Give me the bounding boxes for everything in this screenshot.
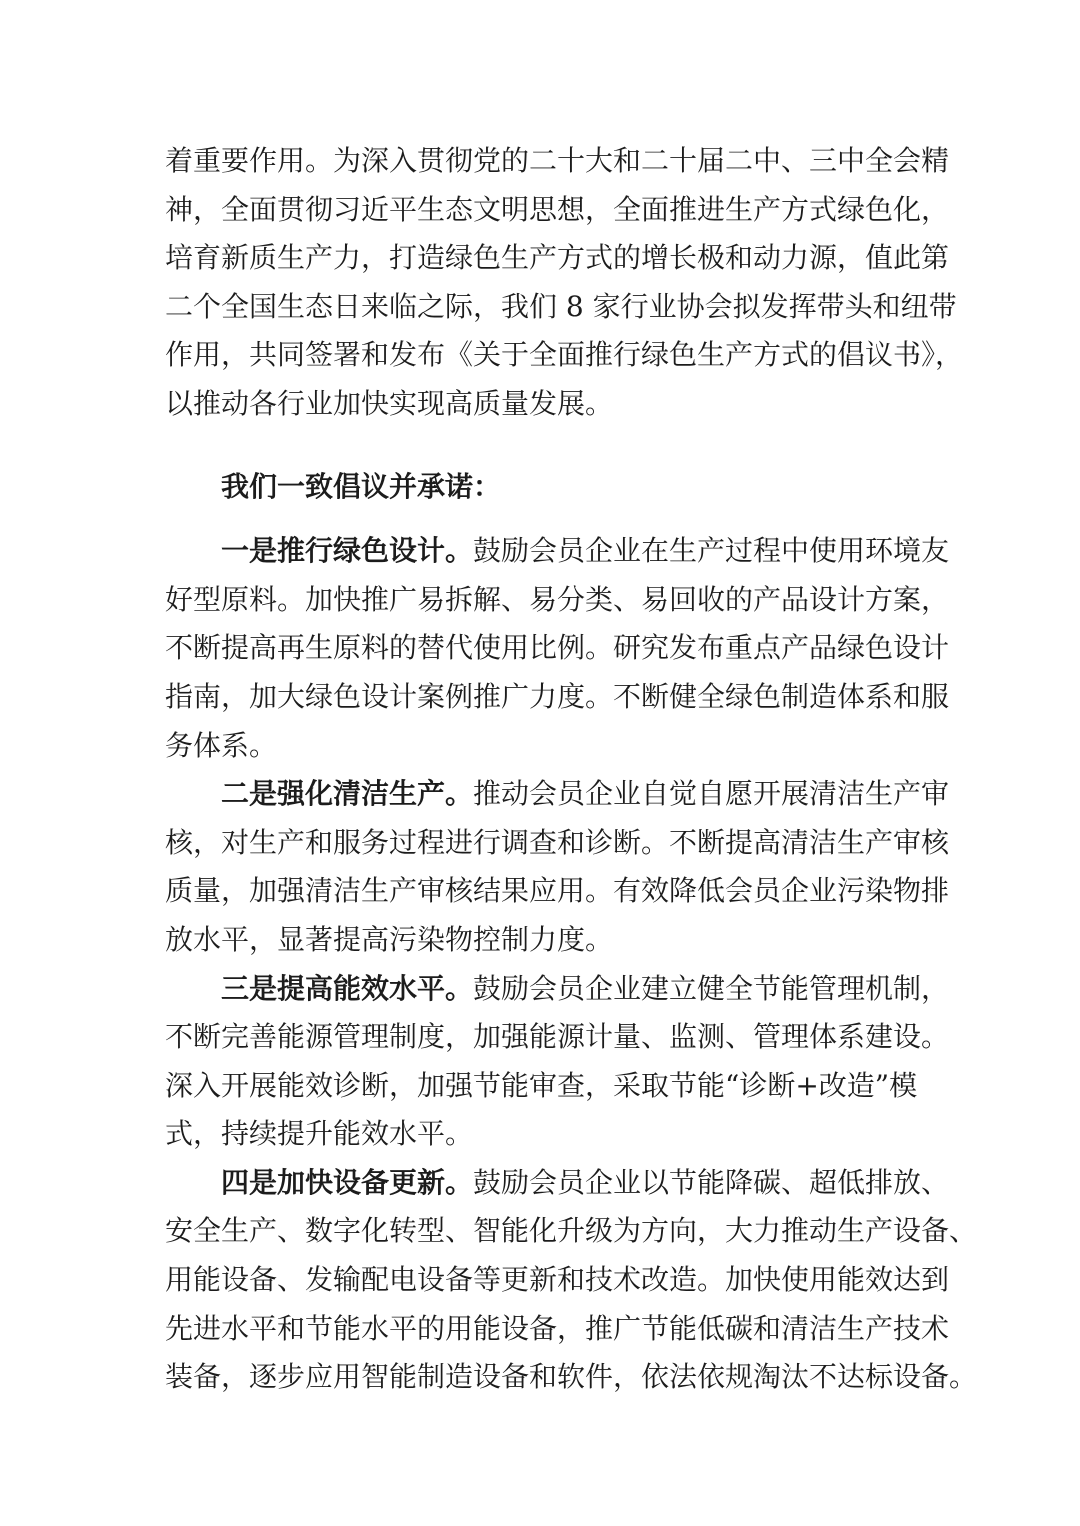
section-lead: 四是加快设备更新。 <box>221 1165 474 1199</box>
text-line: 先进水平和节能水平的用能设备，推广节能低碳和清洁生产技术 <box>165 1311 950 1345</box>
section-lead: 三是提高能效水平。 <box>221 971 474 1005</box>
pledge-heading: 我们一致倡议并承诺： <box>221 469 502 503</box>
text-line: 作用，共同签署和发布《关于全面推行绿色生产方式的倡议书》， <box>165 338 964 372</box>
section-text: 鼓励会员企业在生产过程中使用环境友 <box>473 534 950 568</box>
text-line: 着重要作用。为深入贯彻党的二十大和二十届二中、三中全会精 <box>165 144 950 177</box>
section-text: 鼓励会员企业建立健全节能管理机制， <box>473 971 950 1005</box>
text-line: 质量，加强清洁生产审核结果应用。有效降低会员企业污染物排 <box>165 874 950 908</box>
section-text: 推动会员企业自觉自愿开展清洁生产审 <box>473 777 950 811</box>
text-line: 不断提高再生原料的替代使用比例。研究发布重点产品绿色设计 <box>165 631 950 665</box>
text-line: 指南，加大绿色设计案例推广力度。不断健全绿色制造体系和服 <box>165 679 950 713</box>
section-equipment-renewal <box>165 1159 978 1402</box>
document-body <box>165 137 978 1402</box>
text-line: 安全生产、数字化转型、智能化升级为方向，大力推动生产设备、 <box>165 1214 978 1248</box>
intro-paragraph <box>165 137 964 429</box>
text-line: 放水平，显著提高污染物控制力度。 <box>165 922 614 956</box>
text-line: 二个全国生态日来临之际，我们 8 家行业协会拟发挥带头和纽带 <box>165 289 957 323</box>
text-line: 神，全面贯彻习近平生态文明思想，全面推进生产方式绿色化， <box>165 192 950 226</box>
section-clean-production <box>165 770 950 964</box>
text-line: 核，对生产和服务过程进行调查和诊断。不断提高清洁生产审核 <box>165 825 950 859</box>
text-line: 培育新质生产力，打造绿色生产方式的增长极和动力源，值此第 <box>165 241 950 275</box>
text-line: 装备，逐步应用智能制造设备和软件，依法依规淘汰不达标设备。 <box>165 1360 978 1394</box>
section-lead: 一是推行绿色设计。 <box>221 534 474 568</box>
section-green-design <box>165 527 950 770</box>
text-line: 好型原料。加快推广易拆解、易分类、易回收的产品设计方案， <box>165 582 950 616</box>
text-line: 式，持续提升能效水平。 <box>165 1117 474 1151</box>
text-line: 深入开展能效诊断，加强节能审查，采取节能“诊断+改造”模 <box>165 1068 918 1102</box>
section-text: 鼓励会员企业以节能降碳、超低排放、 <box>473 1165 950 1199</box>
text-line: 以推动各行业加快实现高质量发展。 <box>165 386 614 420</box>
text-line: 务体系。 <box>165 728 278 762</box>
text-line: 不断完善能源管理制度，加强能源计量、监测、管理体系建设。 <box>165 1020 950 1054</box>
section-lead: 二是强化清洁生产。 <box>221 777 474 811</box>
text-line: 用能设备、发输配电设备等更新和技术改造。加快使用能效达到 <box>165 1263 950 1297</box>
section-energy-efficiency <box>165 965 950 1159</box>
